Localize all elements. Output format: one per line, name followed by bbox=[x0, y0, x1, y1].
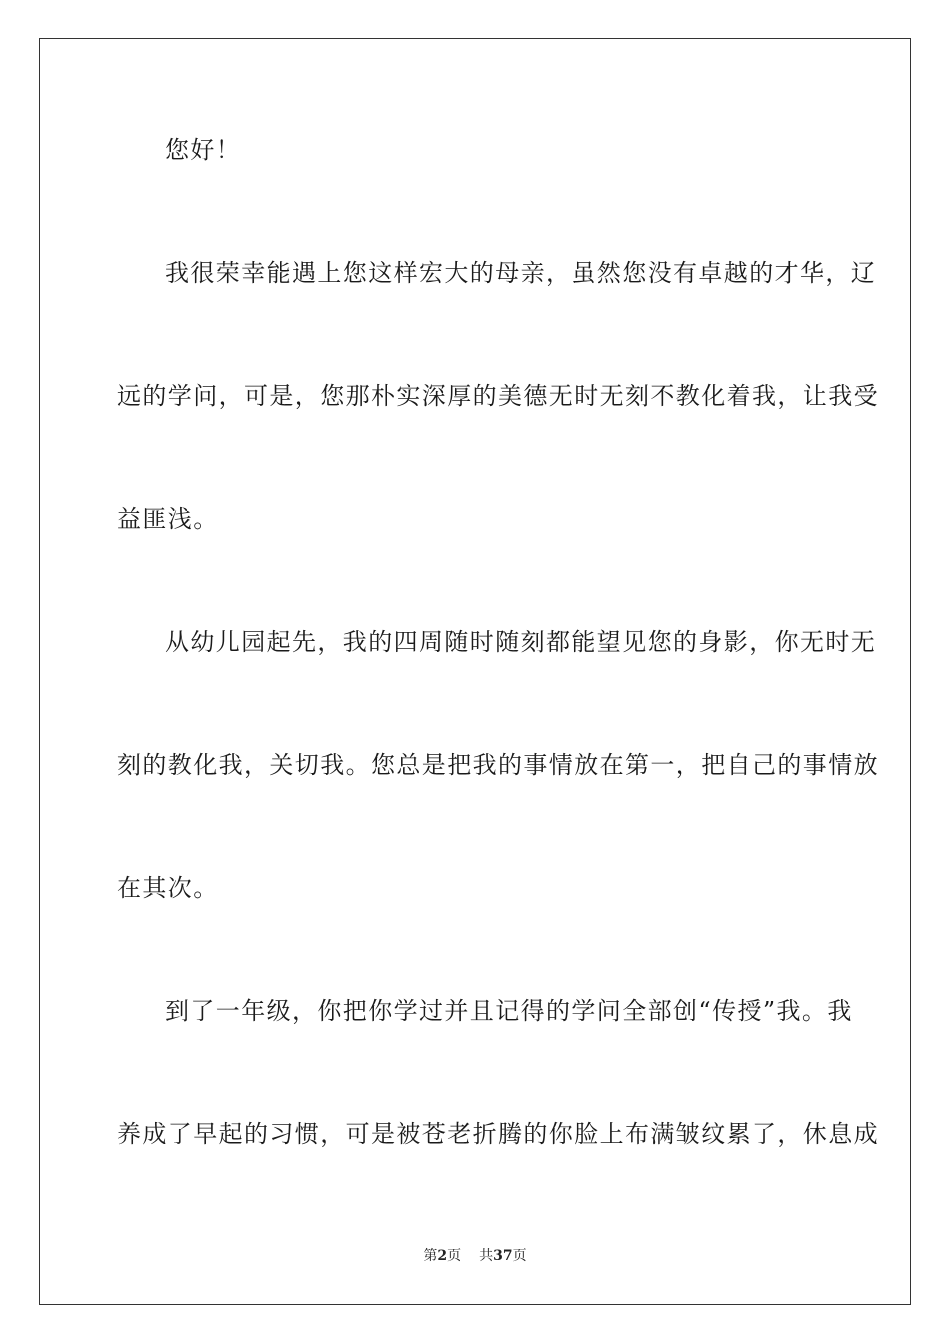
body-text-line: 到了一年级，你把你学过并且记得的学问全部创“传授”我。我 bbox=[165, 997, 853, 1025]
body-text-line: 从幼儿园起先，我的四周随时随刻都能望见您的身影，你无时无 bbox=[165, 628, 877, 656]
page-border bbox=[39, 38, 911, 1305]
greeting-line: 您好！ bbox=[165, 136, 242, 164]
body-text-line: 我很荣幸能遇上您这样宏大的母亲，虽然您没有卓越的才华，辽 bbox=[165, 259, 877, 287]
page-footer bbox=[0, 1247, 950, 1265]
body-text-line: 远的学问，可是，您那朴实深厚的美德无时无刻不教化着我，让我受 bbox=[117, 382, 879, 410]
footer-total-prefix: 共 bbox=[479, 1248, 494, 1264]
footer-page-prefix: 第 bbox=[423, 1248, 438, 1264]
body-text-line: 益匪浅。 bbox=[117, 505, 219, 533]
body-text-line: 刻的教化我，关切我。您总是把我的事情放在第一，把自己的事情放 bbox=[117, 751, 879, 779]
footer-page-suffix: 页 bbox=[447, 1248, 462, 1264]
footer-page-number: 2 bbox=[437, 1248, 448, 1264]
footer-total-suffix: 页 bbox=[512, 1248, 527, 1264]
body-text-line: 养成了早起的习惯，可是被苍老折腾的你脸上布满皱纹累了，休息成 bbox=[117, 1120, 879, 1148]
footer-total-pages: 37 bbox=[493, 1248, 513, 1264]
body-text-line: 在其次。 bbox=[117, 874, 219, 902]
